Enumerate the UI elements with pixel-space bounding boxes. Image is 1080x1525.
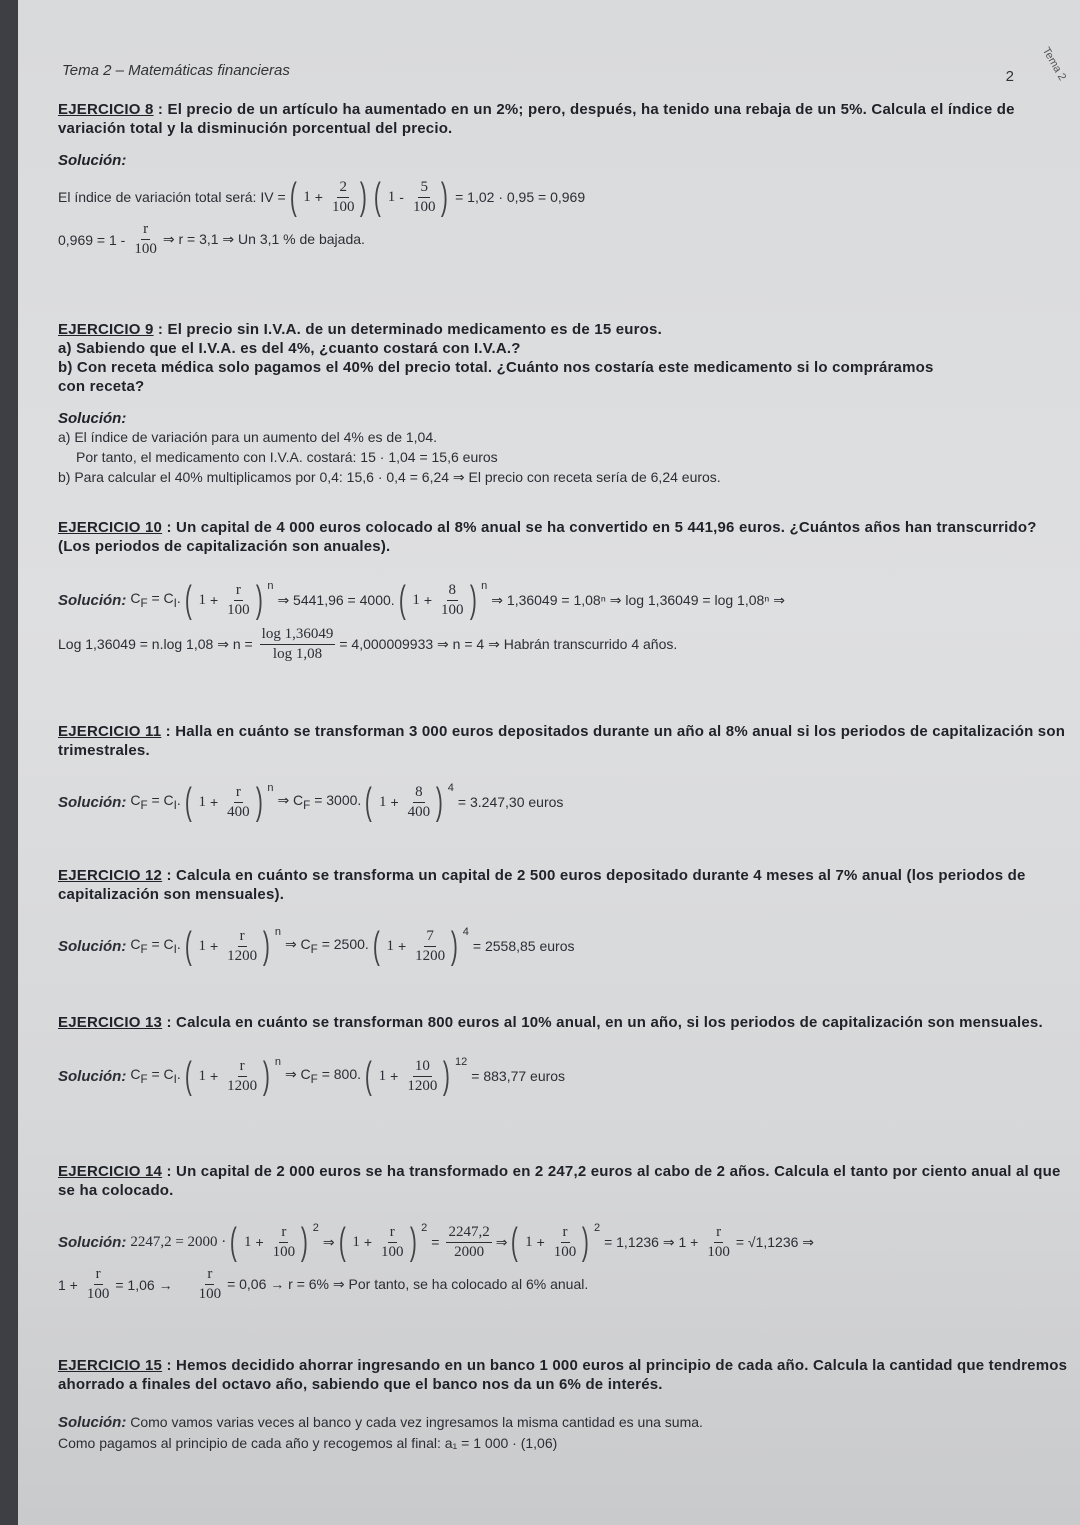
page-number: 2 (1005, 68, 1014, 85)
exercise-11-formula: Solución: $C_F = C_I$. ( 1 + $\frac{r}{400}$ ) n ⇒ $C_F = 3000$. ( 1 + $\frac{8}{400}$ ) 4 = 3.247,30 euros (58, 781, 564, 823)
exercise-14-formula-2: 1 + $\frac{r}{100}$ = 1,06 → $\frac{r}{100}$ = 0,06 → r = 6% ⇒ Por tanto, se ha colocado al 6% anual. (58, 1266, 589, 1302)
solution-heading: Solución: (58, 410, 127, 427)
exercise-12-formula: Solución: $C_F = C_I$. ( 1 + $\frac{r}{1200}$ ) n ⇒ $C_F = 2500$. ( 1 + $\frac{7}{1200}$ ) 4 = 2558,85 euros (58, 925, 575, 967)
solution-line: a) El índice de variación para un aumento del 4% es de 1,04. (58, 429, 438, 445)
exercise-14-formula-1: Solución: 2247,2 = 2000 · ( 1 + $\frac{r}{100}$ ) 2 ⇒ ( 1 + $\frac{r}{100}$ ) 2 = $\frac{2247,2}{2000}$ ⇒ ( 1 + $\frac{r}{100}$ ) 2 = 1,1236 ⇒ 1 + $\frac{r}{100}$ = √1,1236 ⇒ (58, 1221, 815, 1263)
exercise-10-formula-1: Solución: $C_F = C_I$. ( 1 + $\frac{r}{100}$ ) n ⇒ 5441,96 = 4000. ( 1 + $\frac{8}{100}$ ) n ⇒ 1,36049 = 1,08ⁿ ⇒ log 1,36049 = log 1,08ⁿ ⇒ (58, 579, 786, 621)
solution-line: b) Para calcular el 40% multiplicamos por 0,4: 15,6 · 0,4 = 6,24 ⇒ El precio con receta sería de 6,24 euros. (58, 469, 721, 485)
exercise-13-formula: Solución: $C_F = C_I$. ( 1 + $\frac{r}{1200}$ ) n ⇒ $C_F = 800$. ( 1 + $\frac{10}{1200}$ ) 12 = 883,77 euros (58, 1055, 566, 1097)
exercise-8-formula-1: El índice de variación total será: IV = ( 1 + $\frac{2}{100}$ ) ( 1 - $\frac{5}{100}$ ) = 1,02 · 0,95 = 0,969 (58, 176, 586, 218)
exercise-8-statement: EJERCICIO 8 : El precio de un artículo ha aumentado en un 2%; pero, después, ha tenido una rebaja de un 5%. Calcula el índice de variación total y la disminución porcentual del precio. (58, 101, 1015, 137)
document-page (18, 0, 1080, 1525)
exercise-9-statement: EJERCICIO 9 : El precio sin I.V.A. de un determinado medicamento es de 15 euros. (58, 321, 662, 338)
exercise-13-statement: EJERCICIO 13 : Calcula en cuánto se transforman 800 euros al 10% anual, en un año, si los periodos de capitalización son mensuales. (58, 1014, 1043, 1031)
page-header (62, 62, 1042, 86)
exercise-15 (58, 1356, 1068, 1453)
solution-line: Como pagamos al principio de cada año y recogemos al final: a₁ = 1 000 · (1,06) (58, 1435, 558, 1451)
exercise-15-statement: EJERCICIO 15 : Hemos decidido ahorrar ingresando en un banco 1 000 euros al principio de cada año. Calcula la cantidad que tendremos ahorrado a finales del octavo año, sabiendo que el banco nos da un 6% de interés. (58, 1357, 1068, 1393)
exercise-14-statement: EJERCICIO 14 : Un capital de 2 000 euros se ha transformado en 2 247,2 euros al cabo de 2 años. Calcula el tanto por ciento anual al que se ha colocado. (58, 1163, 1061, 1199)
exercise-10-formula-2: Log 1,36049 = n.log 1,08 ⇒ n = $\frac{\log 1,36049}{\log 1,08}$ = 4,000009933 ⇒ n = 4 ⇒ Habrán transcurrido 4 años. (58, 626, 678, 662)
exercise-14 (58, 1162, 1068, 1303)
exercise-11-statement: EJERCICIO 11 : Halla en cuánto se transforman 3 000 euros depositados durante un año al 8% anual si los periodos de capitalización son trimestrales. (58, 723, 1066, 759)
exercise-9-part-b: b) Con receta médica solo pagamos el 40% del precio total. ¿Cuánto nos costaría este medicamento si lo compráramos con receta? (58, 359, 934, 395)
exercise-13 (58, 1013, 1068, 1096)
exercise-12 (58, 866, 1068, 966)
exercise-8-formula-2: 0,969 = 1 - $\frac{r}{100}$ ⇒ r = 3,1 ⇒ Un 3,1 % de bajada. (58, 221, 365, 257)
solution-heading: Solución: (58, 152, 127, 169)
solution-line: Solución: Como vamos varias veces al banco y cada vez ingresamos la misma cantidad es una suma. (58, 1414, 703, 1431)
exercise-10-statement: EJERCICIO 10 : Un capital de 4 000 euros colocado al 8% anual se ha convertido en 5 441,96 euros. ¿Cuántos años han transcurrido? (Los periodos de capitalización son anuales). (58, 519, 1037, 555)
header-title: Tema 2 – Matemáticas financieras (62, 62, 290, 79)
exercise-8 (58, 100, 1068, 258)
exercise-10 (58, 518, 1068, 663)
exercise-9-part-a: a) Sabiendo que el I.V.A. es del 4%, ¿cuanto costará con I.V.A.? (58, 340, 521, 357)
exercise-9 (58, 320, 1068, 487)
solution-line: Por tanto, el medicamento con I.V.A. costará: 15 · 1,04 = 15,6 euros (76, 449, 498, 465)
exercise-11 (58, 722, 1068, 822)
side-note: Tema 2 (1039, 45, 1069, 83)
exercise-12-statement: EJERCICIO 12 : Calcula en cuánto se transforma un capital de 2 500 euros depositado durante 4 meses al 7% anual (los periodos de capitalización son mensuales). (58, 867, 1026, 903)
